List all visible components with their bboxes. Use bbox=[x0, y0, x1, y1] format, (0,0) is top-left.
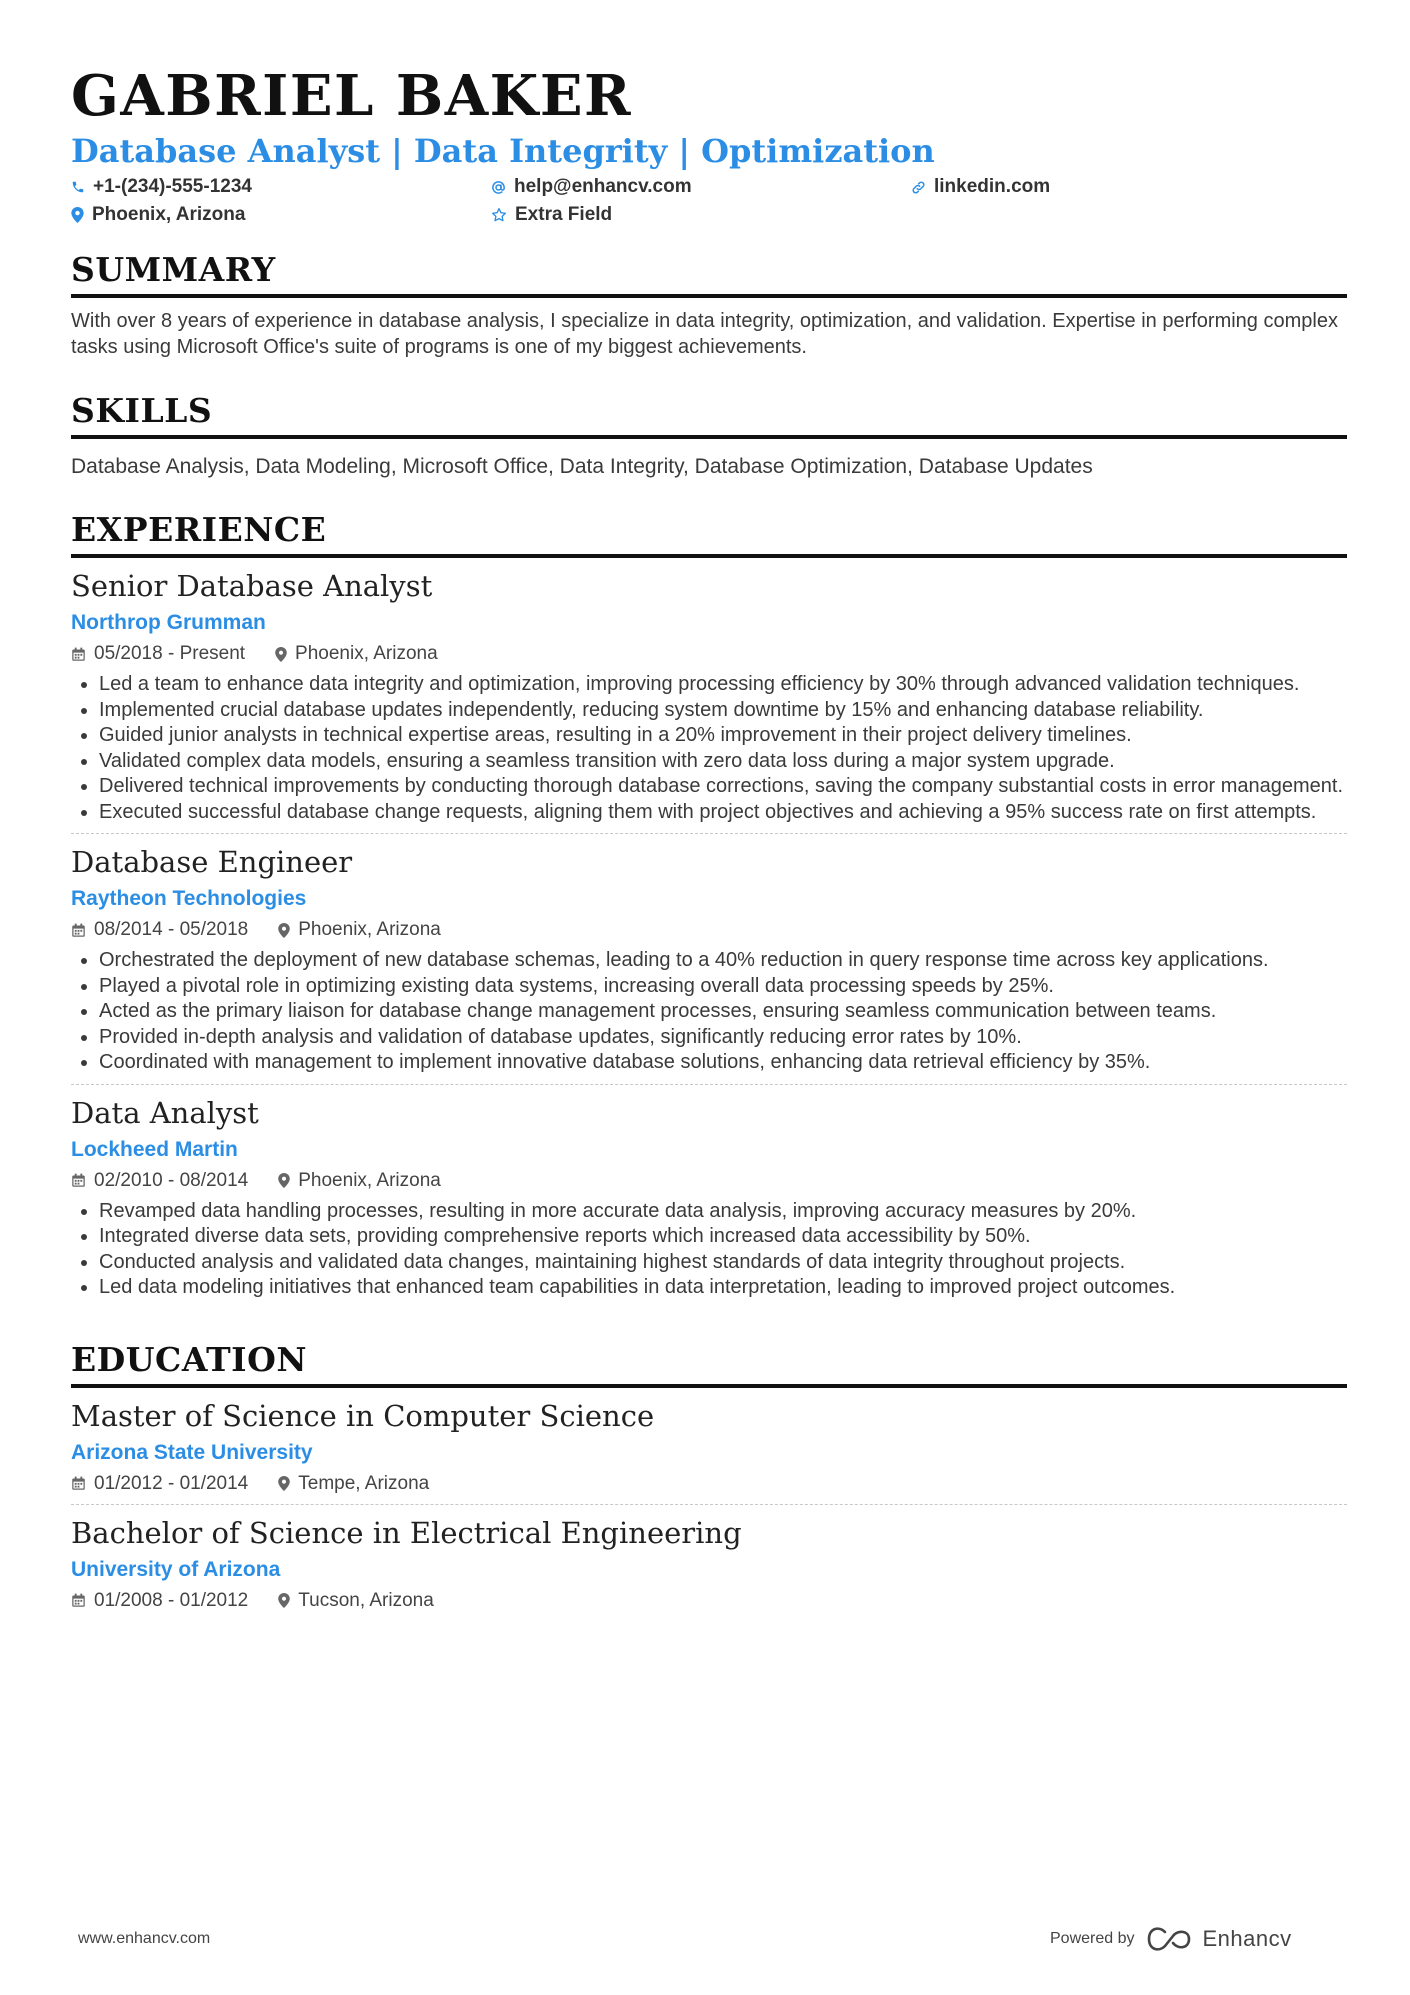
entry-dates: 08/2014 - 05/2018 bbox=[94, 919, 249, 941]
contact-phone[interactable] bbox=[71, 175, 491, 199]
entry-dates: 01/2012 - 01/2014 bbox=[94, 1472, 249, 1494]
entry-dates: 05/2018 - Present bbox=[94, 643, 246, 665]
entry-meta bbox=[71, 1589, 1347, 1613]
bullet-item: • Guided junior analysts in technical expertise areas, resulting in a 20% improvement in their project delivery timelines. bbox=[99, 723, 1347, 749]
brand-name: Enhancv bbox=[1202, 1926, 1292, 1951]
skills-text: Database Analysis, Data Modeling, Microsoft Office, Data Integrity, Database Optimization, Database Updates bbox=[71, 455, 1093, 479]
entry-meta bbox=[71, 1472, 1347, 1496]
bullet-item: • Implemented crucial database updates independently, reducing system downtime by 15% and enhancing database reliability. bbox=[99, 698, 1347, 724]
bullet-list bbox=[71, 672, 1347, 825]
bullet-list bbox=[71, 1199, 1347, 1301]
location-pin-icon bbox=[278, 923, 290, 938]
location-pin-icon bbox=[71, 207, 84, 223]
contact-email[interactable] bbox=[491, 175, 911, 199]
calendar-icon bbox=[71, 1593, 86, 1608]
degree-title: Bachelor of Science in Electrical Engineering bbox=[71, 1515, 742, 1550]
link-icon bbox=[911, 180, 926, 195]
degree-title: Master of Science in Computer Science bbox=[71, 1398, 655, 1433]
job-title: Senior Database Analyst bbox=[71, 569, 433, 604]
job-title: Database Engineer bbox=[71, 845, 353, 880]
phone-icon bbox=[71, 180, 85, 194]
experience-entry bbox=[71, 834, 1347, 1085]
contact-linkedin-text: linkedin.com bbox=[934, 176, 1051, 198]
entry-location-text: Phoenix, Arizona bbox=[298, 919, 441, 941]
bullet-item: • Acted as the primary liaison for database change management processes, ensuring seamless communication between teams. bbox=[99, 999, 1347, 1025]
school-name[interactable]: University of Arizona bbox=[71, 1557, 281, 1581]
bullet-item: • Revamped data handling processes, resulting in more accurate data analysis, improving accuracy measures by 20%. bbox=[99, 1199, 1347, 1225]
bullet-item: • Played a pivotal role in optimizing existing data systems, increasing overall data processing speeds by 25%. bbox=[99, 974, 1347, 1000]
footer-branding[interactable] bbox=[1050, 1926, 1292, 1952]
contact-extra bbox=[491, 203, 911, 227]
bullet-item: • Delivered technical improvements by conducting thorough database corrections, saving the company substantial costs in error management. bbox=[99, 774, 1347, 800]
headline: Database Analyst | Data Integrity | Optimization bbox=[71, 132, 935, 170]
entry-meta bbox=[71, 1169, 1347, 1193]
bullet-item: • Led a team to enhance data integrity and optimization, improving processing efficiency by 30% through advanced validation techniques. bbox=[99, 672, 1347, 698]
bullet-item: • Orchestrated the deployment of new database schemas, leading to a 40% reduction in query response time across key applications. bbox=[99, 948, 1347, 974]
entry-location-text: Phoenix, Arizona bbox=[295, 643, 438, 665]
entry-location bbox=[278, 1589, 434, 1613]
resume-page bbox=[71, 58, 1347, 1621]
bullet-item: • Integrated diverse data sets, providing comprehensive reports which increased data accessibility by 50%. bbox=[99, 1224, 1347, 1250]
entry-meta bbox=[71, 918, 1347, 942]
calendar-icon bbox=[71, 923, 86, 938]
education-title: EDUCATION bbox=[71, 1343, 1347, 1388]
entry-dates: 01/2008 - 01/2012 bbox=[94, 1589, 249, 1611]
summary-text: With over 8 years of experience in database analysis, I specialize in data integrity, optimization, and validation. Expertise in performing complex tasks using Microsoft Office's suite of programs is one of my biggest achievements. bbox=[71, 310, 1338, 359]
contact-linkedin[interactable] bbox=[911, 175, 1331, 199]
company-name[interactable]: Northrop Grumman bbox=[71, 611, 266, 635]
location-pin-icon bbox=[278, 1173, 290, 1188]
company-name[interactable]: Lockheed Martin bbox=[71, 1137, 238, 1161]
experience-title: EXPERIENCE bbox=[71, 513, 1347, 558]
experience-entry bbox=[71, 1085, 1347, 1309]
contact-location-text: Phoenix, Arizona bbox=[92, 204, 246, 226]
bullet-item: • Coordinated with management to implement innovative database solutions, enhancing data retrieval efficiency by 35%. bbox=[99, 1050, 1347, 1076]
location-pin-icon bbox=[278, 1593, 290, 1608]
education-entry bbox=[71, 1505, 1347, 1621]
entry-location bbox=[278, 1169, 441, 1193]
calendar-icon bbox=[71, 1476, 86, 1491]
entry-location bbox=[275, 642, 438, 666]
entry-location-text: Tucson, Arizona bbox=[298, 1589, 434, 1611]
location-pin-icon bbox=[278, 1476, 290, 1491]
contact-extra-text: Extra Field bbox=[515, 204, 613, 226]
entry-location bbox=[278, 918, 441, 942]
school-name[interactable]: Arizona State University bbox=[71, 1440, 313, 1464]
entry-location-text: Phoenix, Arizona bbox=[298, 1169, 441, 1191]
contact-phone-text: +1-(234)-555-1234 bbox=[93, 176, 252, 198]
contact-list bbox=[71, 175, 1347, 227]
bullet-list bbox=[71, 948, 1347, 1076]
contact-location bbox=[71, 203, 491, 227]
bullet-item: • Provided in-depth analysis and validation of database updates, significantly reducing error rates by 10%. bbox=[99, 1025, 1347, 1051]
education-section bbox=[71, 1339, 1347, 1621]
entry-meta bbox=[71, 642, 1347, 666]
candidate-name: GABRIEL BAKER bbox=[71, 63, 633, 129]
location-pin-icon bbox=[275, 647, 287, 662]
bullet-item: • Validated complex data models, ensuring a seamless transition with zero data loss during a major system upgrade. bbox=[99, 749, 1347, 775]
bullet-item: • Executed successful database change requests, aligning them with project objectives and achieving a 95% success rate on first attempts. bbox=[99, 800, 1347, 826]
entry-location bbox=[278, 1472, 429, 1496]
calendar-icon bbox=[71, 1173, 86, 1188]
summary-section bbox=[71, 250, 1347, 360]
experience-entry bbox=[71, 558, 1347, 834]
powered-by-label: Powered by bbox=[1050, 1930, 1135, 1947]
footer-website[interactable]: www.enhancv.com bbox=[78, 1930, 211, 1947]
education-entry bbox=[71, 1388, 1347, 1505]
bullet-item: • Conducted analysis and validated data changes, maintaining highest standards of data integrity throughout projects. bbox=[99, 1250, 1347, 1276]
star-icon bbox=[491, 207, 507, 223]
calendar-icon bbox=[71, 647, 86, 662]
bullet-item: • Led data modeling initiatives that enhanced team capabilities in data interpretation, leading to improved project outcomes. bbox=[99, 1275, 1347, 1301]
contact-email-text: help@enhancv.com bbox=[514, 176, 692, 198]
skills-section bbox=[71, 391, 1347, 479]
entry-dates: 02/2010 - 08/2014 bbox=[94, 1169, 249, 1191]
enhancv-logo-icon bbox=[1145, 1926, 1193, 1952]
at-icon bbox=[491, 180, 506, 195]
skills-title: SKILLS bbox=[71, 394, 1347, 439]
entry-location-text: Tempe, Arizona bbox=[298, 1472, 430, 1494]
job-title: Data Analyst bbox=[71, 1095, 259, 1130]
experience-section bbox=[71, 510, 1347, 1309]
company-name[interactable]: Raytheon Technologies bbox=[71, 887, 307, 911]
summary-title: SUMMARY bbox=[71, 253, 1347, 298]
